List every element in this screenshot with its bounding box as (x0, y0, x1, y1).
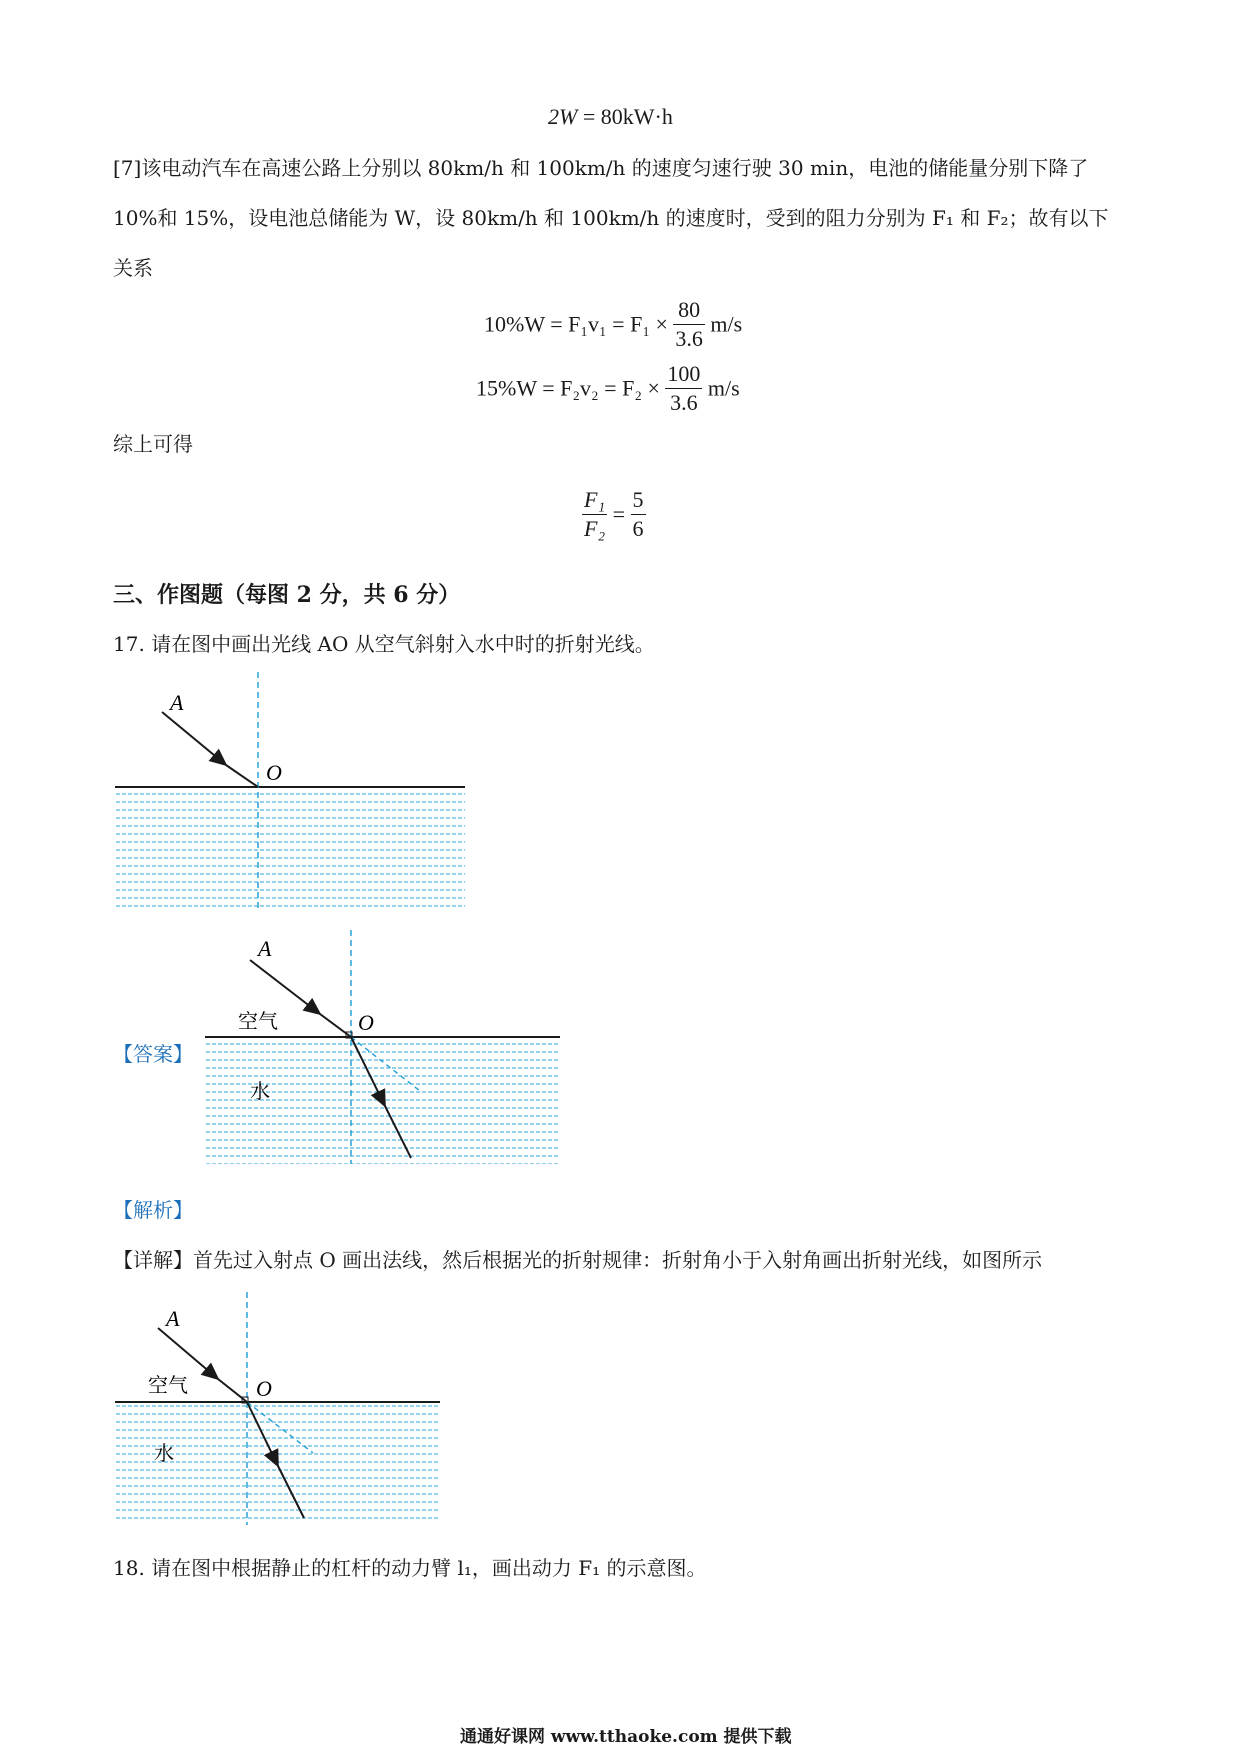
eq4-equals: = (612, 501, 626, 527)
water-area (115, 788, 465, 910)
eq3-fraction (665, 360, 702, 417)
eq4-lnum: F₁ (582, 486, 607, 515)
eq3-denominator: 3.6 (670, 390, 698, 415)
equation-energy: 2W = 80kW·h (548, 104, 673, 129)
detail-text: 【详解】首先过入射点 O 画出法线，然后根据光的折射规律：折射角小于入射角画出折射光线，如图所示 (113, 1248, 1043, 1272)
label-air: 空气 (148, 1373, 188, 1397)
equation-10pct (484, 296, 742, 353)
para7-line1: [7]该电动汽车在高速公路上分别以 80km/h 和 100km/h 的速度匀速行驶 30 min，电池的储能量分别下降了 (113, 156, 1089, 180)
incident-ray (218, 1379, 247, 1402)
question-18: 18. 请在图中根据静止的杠杆的动力臂 l₁，画出动力 F₁ 的示意图。 (113, 1556, 707, 1580)
incident-ray (226, 765, 258, 787)
label-o: O (256, 1376, 272, 1401)
label-a: A (258, 936, 272, 961)
label-water: 水 (250, 1079, 270, 1103)
refraction-answer-figure (200, 928, 570, 1178)
equation-15pct (476, 360, 740, 417)
label-o: O (358, 1010, 374, 1035)
label-water: 水 (154, 1441, 174, 1465)
eq2-numerator: 80 (673, 296, 705, 325)
eq2-left: 10%W = F₁v₁ = F₁ × (484, 311, 668, 337)
eq1-left: 2W (548, 104, 578, 129)
eq4-right-fraction (631, 486, 646, 543)
question-17: 17. 请在图中画出光线 AO 从空气斜射入水中时的折射光线。 (113, 632, 655, 656)
label-a: A (166, 1306, 180, 1331)
analysis-tag: 【解析】 (113, 1198, 193, 1222)
eq3-numerator: 100 (665, 360, 702, 389)
eq1-right: 80kW·h (600, 104, 673, 129)
incident-ray-arrow (158, 1328, 218, 1379)
eq4-lden: F₂ (584, 516, 606, 541)
eq2-denominator: 3.6 (675, 326, 703, 351)
incident-ray-arrow (250, 960, 320, 1014)
footer-text: 通通好课网 www.tthaoke.com 提供下载 (460, 1727, 792, 1747)
label-air: 空气 (238, 1009, 278, 1033)
eq2-unit: m/s (710, 311, 743, 337)
eq3-left: 15%W = F₂v₂ = F₂ × (476, 375, 660, 401)
refraction-question-figure (110, 670, 470, 920)
eq3-unit: m/s (707, 375, 740, 401)
equation-ratio (582, 486, 646, 543)
eq2-fraction (673, 296, 705, 353)
section-title: 三、作图题（每图 2 分，共 6 分） (113, 582, 461, 608)
refraction-detail-figure (110, 1290, 450, 1530)
eq4-left-fraction (582, 486, 607, 543)
eq4-rnum: 5 (631, 486, 646, 515)
answer-tag: 【答案】 (113, 1042, 193, 1066)
label-a: A (170, 690, 184, 715)
para7-line2: 10%和 15%，设电池总储能为 W，设 80km/h 和 100km/h 的速度时，受到的阻力分别为 F₁ 和 F₂；故有以下 (113, 206, 1109, 230)
eq4-rden: 6 (632, 516, 644, 541)
incident-ray-arrow (162, 712, 226, 765)
para7-line3: 关系 (113, 256, 153, 280)
label-o: O (266, 760, 282, 785)
summary-text: 综上可得 (113, 432, 193, 456)
